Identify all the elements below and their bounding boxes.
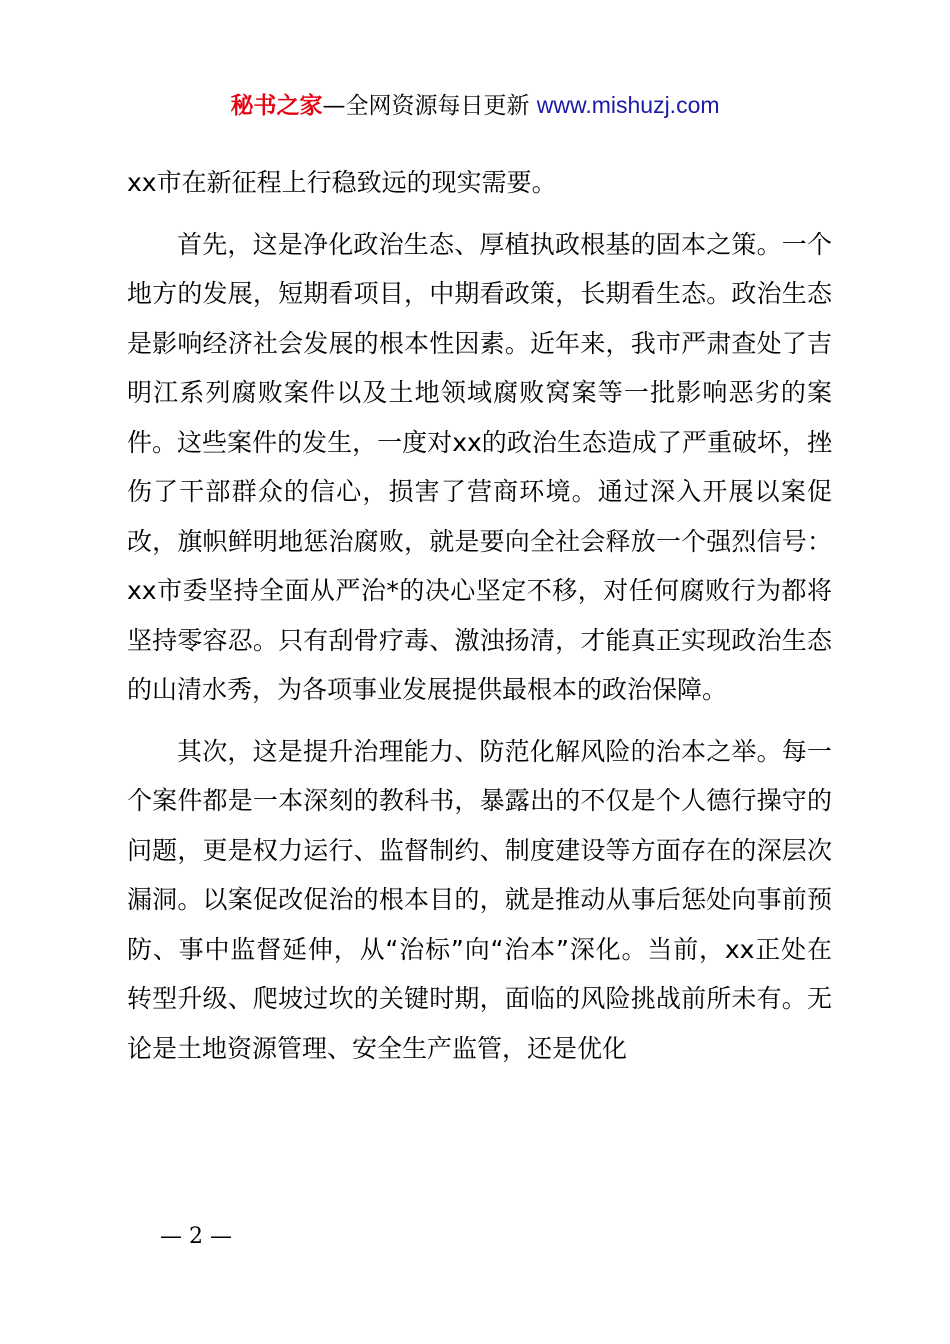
header-tagline: —全网资源每日更新 <box>322 93 537 119</box>
page-number: — 2 — <box>160 1224 232 1249</box>
site-header <box>0 88 950 123</box>
brand-name: 秘书之家 <box>230 93 323 119</box>
paragraph-first-point: 首先，这是净化政治生态、厚植执政根基的固本之策。一个地方的发展，短期看项目，中期看政策，长期看生态。政治生态是影响经济社会发展的根本性因素。近年来，我市严肃查处了吉明江系列腐败案件以及土地领域腐败窝案等一批影响恶劣的案件。这些案件的发生，一度对xx的政治生态造成了严重破坏，挫伤了干部群众的信心，损害了营商环境。通过深入开展以案促改，旗帜鲜明地惩治腐败，就是要向全社会释放一个强烈信号：xx市委坚持全面从严治*的决心坚定不移，对任何腐败行为都将坚持零容忍。只有刮骨疗毒、激浊扬清，才能真正实现政治生态的山清水秀，为各项事业发展提供最根本的政治保障。 <box>127 229 832 704</box>
paragraph-second-point: 其次，这是提升治理能力、防范化解风险的治本之举。每一个案件都是一本深刻的教科书，暴露出的不仅是个人德行操守的问题，更是权力运行、监督制约、制度建设等方面存在的深层次漏洞。以案促改促治的根本目的，就是推动从事后惩处向事前预防、事中监督延伸，从“治标”向“治本”深化。当前，xx正处在转型升级、爬坡过坎的关键时期，面临的风险挑战前所未有。无论是土地资源管理、安全生产监管，还是优化 <box>127 736 832 1063</box>
paragraph-continuation: xx市在新征程上行稳致远的现实需要。 <box>127 168 557 197</box>
document-body <box>127 158 832 1085</box>
site-url-link[interactable]: www.mishuzj.com <box>536 92 720 118</box>
